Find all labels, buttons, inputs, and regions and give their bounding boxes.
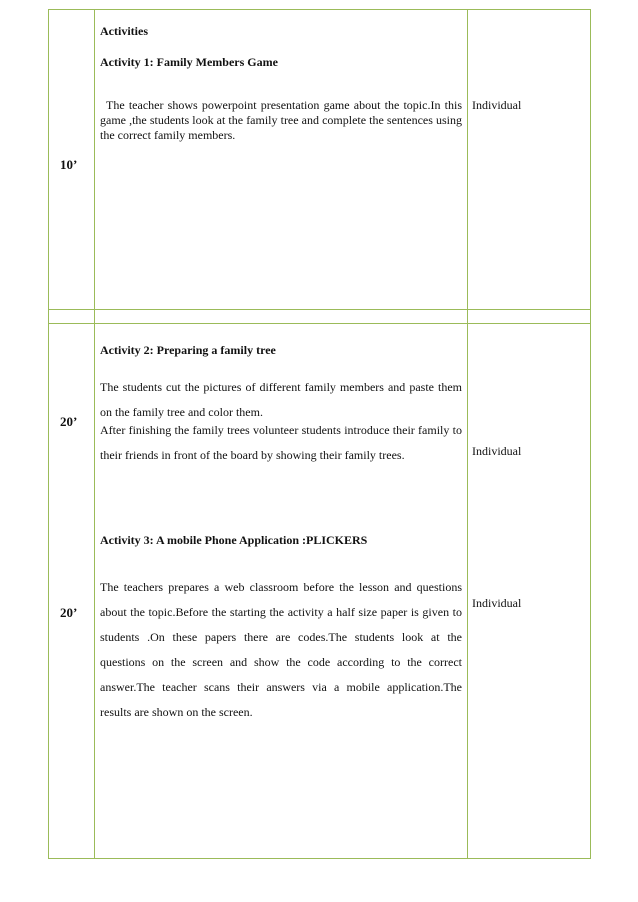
row1-time: 10’ xyxy=(60,157,78,172)
row-divider-1 xyxy=(48,309,591,310)
activity2-mode: Individual xyxy=(472,444,522,458)
table-border-right xyxy=(590,9,591,859)
table-border-left xyxy=(48,9,49,859)
activity2-title: Activity 2: Preparing a family tree xyxy=(100,343,276,357)
row-divider-2 xyxy=(48,323,591,324)
activity1-description: The teacher shows powerpoint presentation game about the topic.In this game ,the students look at the family tree and complete the sentences using the correct family members. xyxy=(100,98,462,142)
activity3-title: Activity 3: A mobile Phone Application :PLICKERS xyxy=(100,533,368,547)
activity2-time: 20’ xyxy=(60,414,78,429)
section-title: Activities xyxy=(100,24,148,38)
activity1-mode: Individual xyxy=(472,98,522,112)
activity2-paragraph-2: After finishing the family trees volunteer students introduce their family to their friends in front of the board by showing their family trees. xyxy=(100,423,462,462)
column-divider-2 xyxy=(467,9,468,859)
activity1-title: Activity 1: Family Members Game xyxy=(100,55,278,69)
table-border-bottom xyxy=(48,858,591,859)
activity3-time: 20’ xyxy=(60,605,78,620)
activity3-description: The teachers prepares a web classroom before the lesson and questions about the topic.Before the starting the activity a half size paper is given to students .On these papers there are codes.The students look at the questions on the screen and show the code according to the correct answer.The teacher scans their answers via a mobile application.The results are shown on the screen. xyxy=(100,580,462,719)
table-border-top xyxy=(48,9,591,10)
column-divider-1 xyxy=(94,9,95,859)
activity3-mode: Individual xyxy=(472,596,522,610)
activity2-paragraph-1: The students cut the pictures of different family members and paste them on the family tree and color them. xyxy=(100,380,462,419)
